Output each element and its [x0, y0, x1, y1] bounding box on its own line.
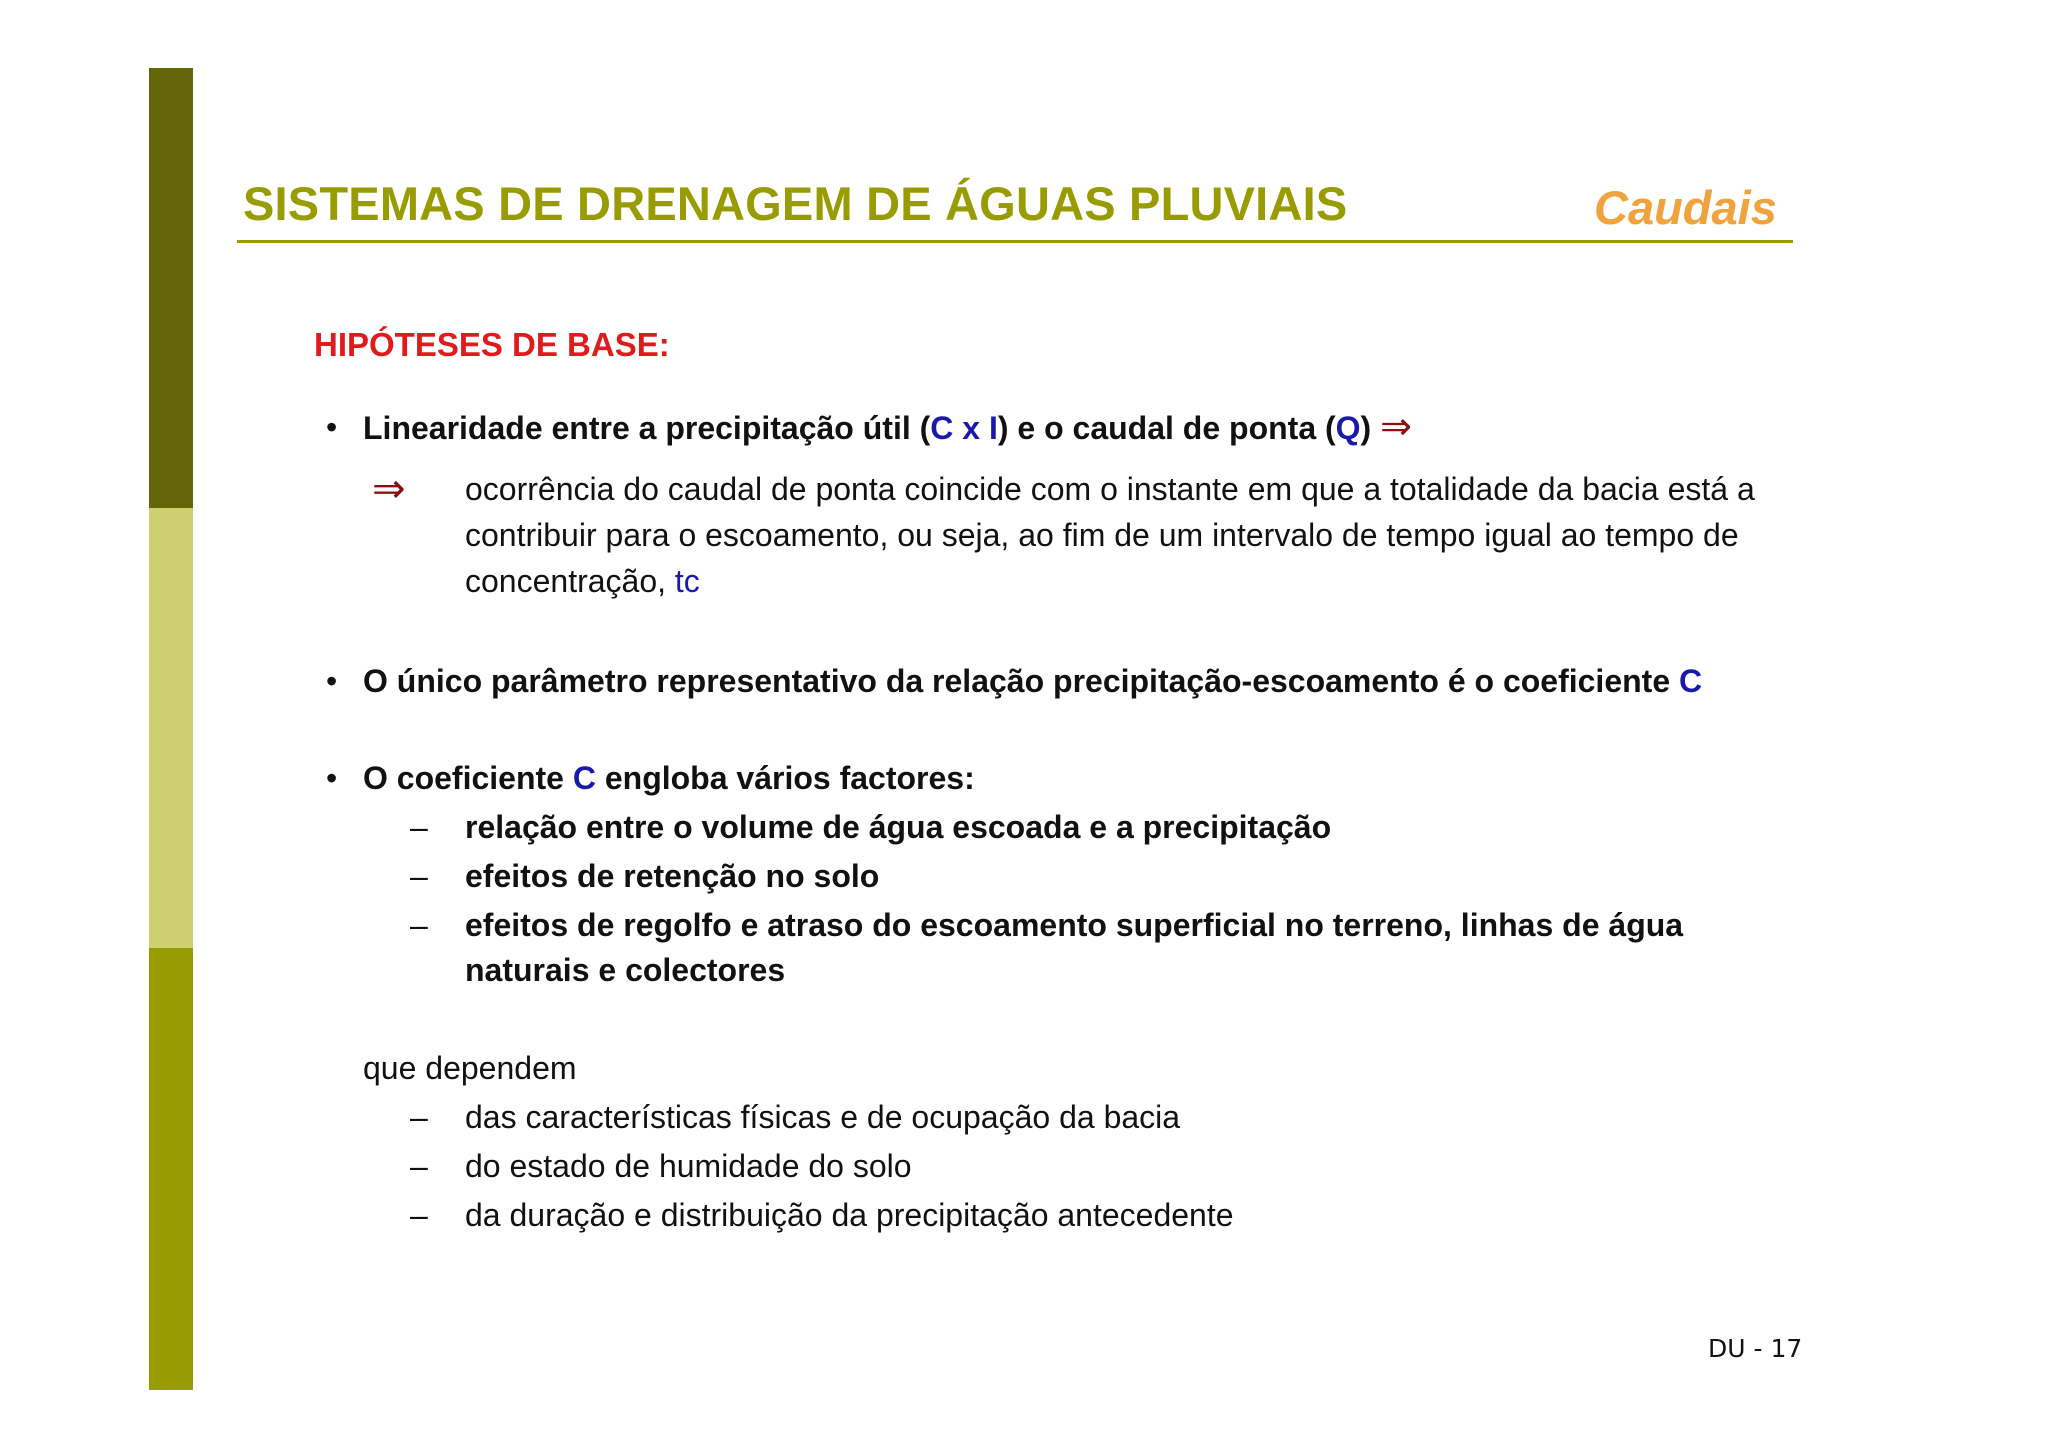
side-bar-mid-segment [149, 948, 193, 1390]
bullet-coefficient-text-1: O coeficiente [363, 760, 573, 796]
bullet-coefficient-text-2: engloba vários factores: [595, 760, 975, 796]
slide-subtitle: Caudais [1594, 181, 1777, 234]
bullet-linearity [363, 404, 1412, 451]
cxi-term: C x I [930, 410, 998, 446]
dash-marker: – [410, 858, 428, 894]
dash-marker: – [410, 1099, 428, 1135]
slide-title: SISTEMAS DE DRENAGEM DE ÁGUAS PLUVIAIS [243, 177, 1348, 230]
factor-item: efeitos de retenção no solo [465, 858, 880, 894]
dash-marker: – [410, 1197, 428, 1233]
dependency-item: das características físicas e de ocupação da bacia [465, 1099, 1181, 1135]
dash-marker: – [410, 809, 428, 845]
c-term: C [1679, 663, 1703, 699]
tc-term: tc [674, 563, 700, 599]
factor-item-continuation: naturais e colectores [465, 952, 786, 988]
page-number: DU - 17 [1708, 1334, 1803, 1363]
title-underline [237, 240, 1793, 243]
section-heading: HIPÓTESES DE BASE: [314, 326, 670, 363]
bullet-dot: • [326, 760, 338, 796]
dash-marker: – [410, 1148, 428, 1184]
bullet-single-parameter-text: O único parâmetro representativo da relação precipitação-escoamento é o coeficiente [363, 663, 1679, 699]
consequence-line-2: contribuir para o escoamento, ou seja, ao fim de um intervalo de tempo igual ao tempo de [465, 517, 1739, 553]
dependency-item: da duração e distribuição da precipitação antecedente [465, 1197, 1234, 1233]
bullet-single-parameter [363, 658, 1702, 704]
dash-marker: – [410, 907, 428, 943]
bullet-coefficient-factors [363, 755, 975, 801]
bullet-linearity-text-2: ) e o caudal de ponta ( [997, 410, 1336, 446]
consequence-line-3-text: concentração, [465, 563, 675, 599]
factor-item: efeitos de regolfo e atraso do escoamento superficial no terreno, linhas de água [465, 907, 1684, 943]
consequence-line-1: ocorrência do caudal de ponta coincide com o instante em que a totalidade da bacia está a [465, 471, 1755, 507]
factor-item: relação entre o volume de água escoada e a precipitação [465, 809, 1332, 845]
dependencies-intro: que dependem [363, 1050, 577, 1086]
side-bar-dark-segment [149, 68, 193, 508]
consequence-line-3 [465, 558, 700, 604]
bullet-linearity-text-3: ) [1360, 410, 1372, 446]
implies-arrow-icon: ⇒ [1380, 406, 1412, 448]
bullet-linearity-text-1: Linearidade entre a precipitação útil ( [363, 410, 931, 446]
q-term: Q [1335, 410, 1361, 446]
c-term: C [572, 760, 596, 796]
implies-arrow-icon: ⇒ [372, 467, 406, 511]
bullet-dot: • [326, 409, 338, 445]
side-bar-light-segment [149, 508, 193, 948]
dependency-item: do estado de humidade do solo [465, 1148, 912, 1184]
bullet-dot: • [326, 663, 338, 699]
